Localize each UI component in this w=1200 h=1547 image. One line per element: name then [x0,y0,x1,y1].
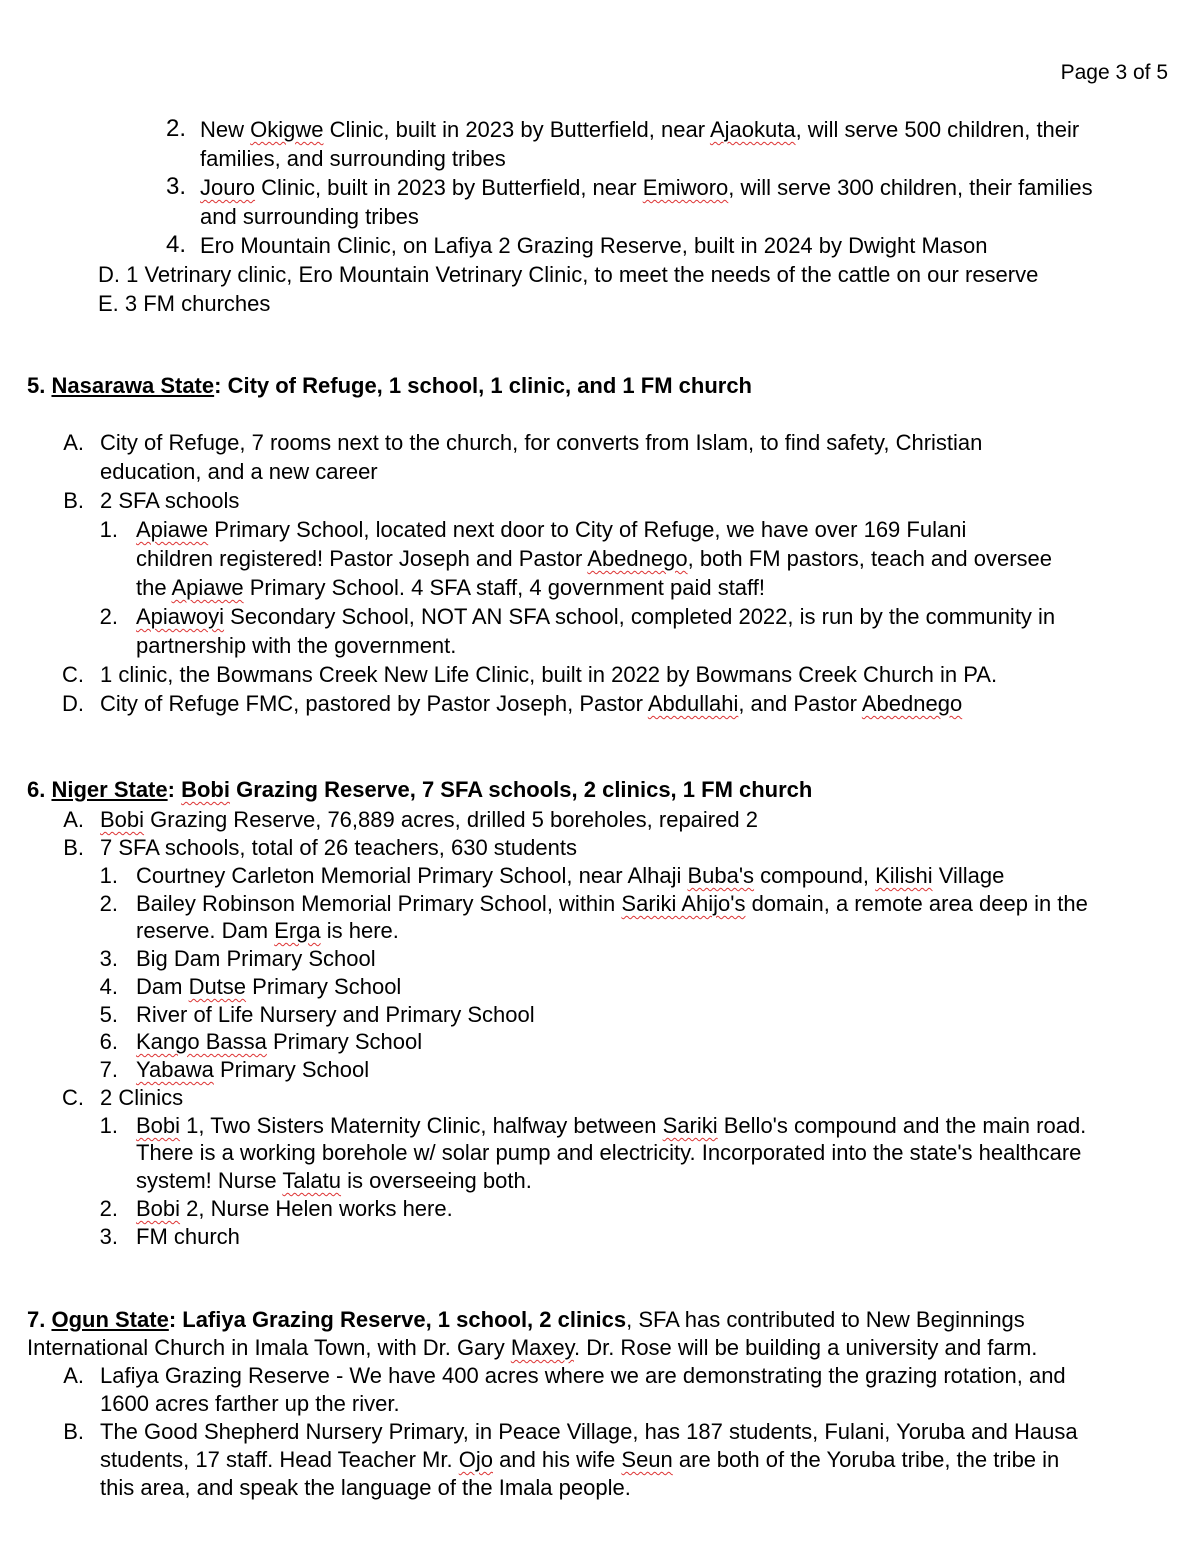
list-item: The Good Shepherd Nursery Primary, in Peace Village, has 187 students, Fulani, Yoruba and Hausa [100,1419,1078,1444]
list-item: Yabawa Primary School [136,1057,370,1082]
list-marker: 3. [99,946,118,971]
list-marker: A. [63,807,84,832]
list-item: Apiawe Primary School, located next door to City of Refuge, we have over 169 Fulani [136,517,967,542]
list-item: E. 3 FM churches [98,291,271,316]
list-item: 7 SFA schools, total of 26 teachers, 630 students [100,835,577,860]
list-marker: 2. [99,604,118,629]
list-marker: 1. [99,1113,118,1138]
list-marker: B. [63,1419,84,1444]
list-item: Bailey Robinson Memorial Primary School, within Sariki Ahijo's domain, a remote area deep in the [136,891,1088,916]
section-heading-ogun: 7. Ogun State: Lafiya Grazing Reserve, 1 school, 2 clinics, SFA has contributed to New Beginnings [27,1307,1025,1332]
list-item-continuation: system! Nurse Talatu is overseeing both. [136,1168,532,1193]
list-item: Big Dam Primary School [136,946,376,971]
list-marker: A. [63,1363,84,1388]
list-item: Lafiya Grazing Reserve - We have 400 acres where we are demonstrating the grazing rotation, and [100,1363,1066,1388]
list-marker: 1. [99,863,118,888]
list-item: 2 Clinics [100,1085,184,1110]
list-marker: 5. [99,1002,118,1027]
list-item-continuation: There is a working borehole w/ solar pump and electricity. Incorporated into the state's healthcare [136,1140,1082,1165]
list-marker: 3. [99,1224,118,1249]
list-marker: 4. [99,974,118,999]
list-marker: 3. [165,173,186,200]
list-marker: 1. [99,517,118,542]
list-item: New Okigwe Clinic, built in 2023 by Butterfield, near Ajaokuta, will serve 500 children, their [200,117,1080,142]
list-item-continuation: reserve. Dam Erga is here. [136,918,399,943]
list-item-continuation: partnership with the government. [136,633,457,658]
page-number: Page 3 of 5 [1060,61,1168,84]
list-item: City of Refuge, 7 rooms next to the church, for converts from Islam, to find safety, Christian [100,430,983,455]
list-item: D. 1 Vetrinary clinic, Ero Mountain Vetrinary Clinic, to meet the needs of the cattle on our reserve [98,262,1039,287]
paragraph-line: International Church in Imala Town, with Dr. Gary Maxey. Dr. Rose will be building a university and farm. [27,1335,1038,1360]
list-marker: A. [63,430,84,455]
list-item: 1 clinic, the Bowmans Creek New Life Clinic, built in 2022 by Bowmans Creek Church in PA. [100,662,998,687]
list-item: Bobi Grazing Reserve, 76,889 acres, drilled 5 boreholes, repaired 2 [100,807,758,832]
list-item-continuation: education, and a new career [100,459,378,484]
list-item-continuation: children registered! Pastor Joseph and Pastor Abednego, both FM pastors, teach and oversee [136,546,1053,571]
list-item-continuation: 1600 acres farther up the river. [100,1391,400,1416]
list-marker: 2. [165,115,186,142]
list-marker: C. [62,1085,84,1110]
list-item-continuation: students, 17 staff. Head Teacher Mr. Ojo and his wife Seun are both of the Yoruba tribe, the tribe in [100,1447,1060,1472]
list-item: Courtney Carleton Memorial Primary School, near Alhaji Buba's compound, Kilishi Village [136,863,1005,888]
list-item: Dam Dutse Primary School [136,974,402,999]
list-item: Bobi 1, Two Sisters Maternity Clinic, halfway between Sariki Bello's compound and the main road. [136,1113,1087,1138]
list-item-continuation: families, and surrounding tribes [200,146,506,171]
list-item: River of Life Nursery and Primary School [136,1002,535,1027]
list-marker: 7. [99,1057,118,1082]
list-marker: C. [62,662,84,687]
list-marker: 2. [99,1196,118,1221]
list-item: City of Refuge FMC, pastored by Pastor Joseph, Pastor Abdullahi, and Pastor Abednego [100,691,963,716]
list-item: Apiawoyi Secondary School, NOT AN SFA school, completed 2022, is run by the community in [136,604,1056,629]
list-item: FM church [136,1224,240,1249]
list-marker: 6. [99,1029,118,1054]
section-heading-niger: 6. Niger State: Bobi Grazing Reserve, 7 SFA schools, 2 clinics, 1 FM church [27,777,813,802]
list-marker: B. [63,488,84,513]
list-item: Bobi 2, Nurse Helen works here. [136,1196,453,1221]
list-item: Ero Mountain Clinic, on Lafiya 2 Grazing Reserve, built in 2024 by Dwight Mason [200,233,988,258]
list-item-continuation: this area, and speak the language of the Imala people. [100,1475,631,1500]
list-marker: 4. [165,231,186,258]
list-item: Jouro Clinic, built in 2023 by Butterfield, near Emiworo, will serve 300 children, their families [200,175,1093,200]
list-item-continuation: the Apiawe Primary School. 4 SFA staff, 4 government paid staff! [136,575,765,600]
list-item: 2 SFA schools [100,488,240,513]
list-marker: D. [62,691,84,716]
list-marker: B. [63,835,84,860]
list-item-continuation: and surrounding tribes [200,204,419,229]
list-marker: 2. [99,891,118,916]
section-heading-nasarawa: 5. Nasarawa State: City of Refuge, 1 school, 1 clinic, and 1 FM church [27,373,752,398]
list-item: Kango Bassa Primary School [136,1029,423,1054]
